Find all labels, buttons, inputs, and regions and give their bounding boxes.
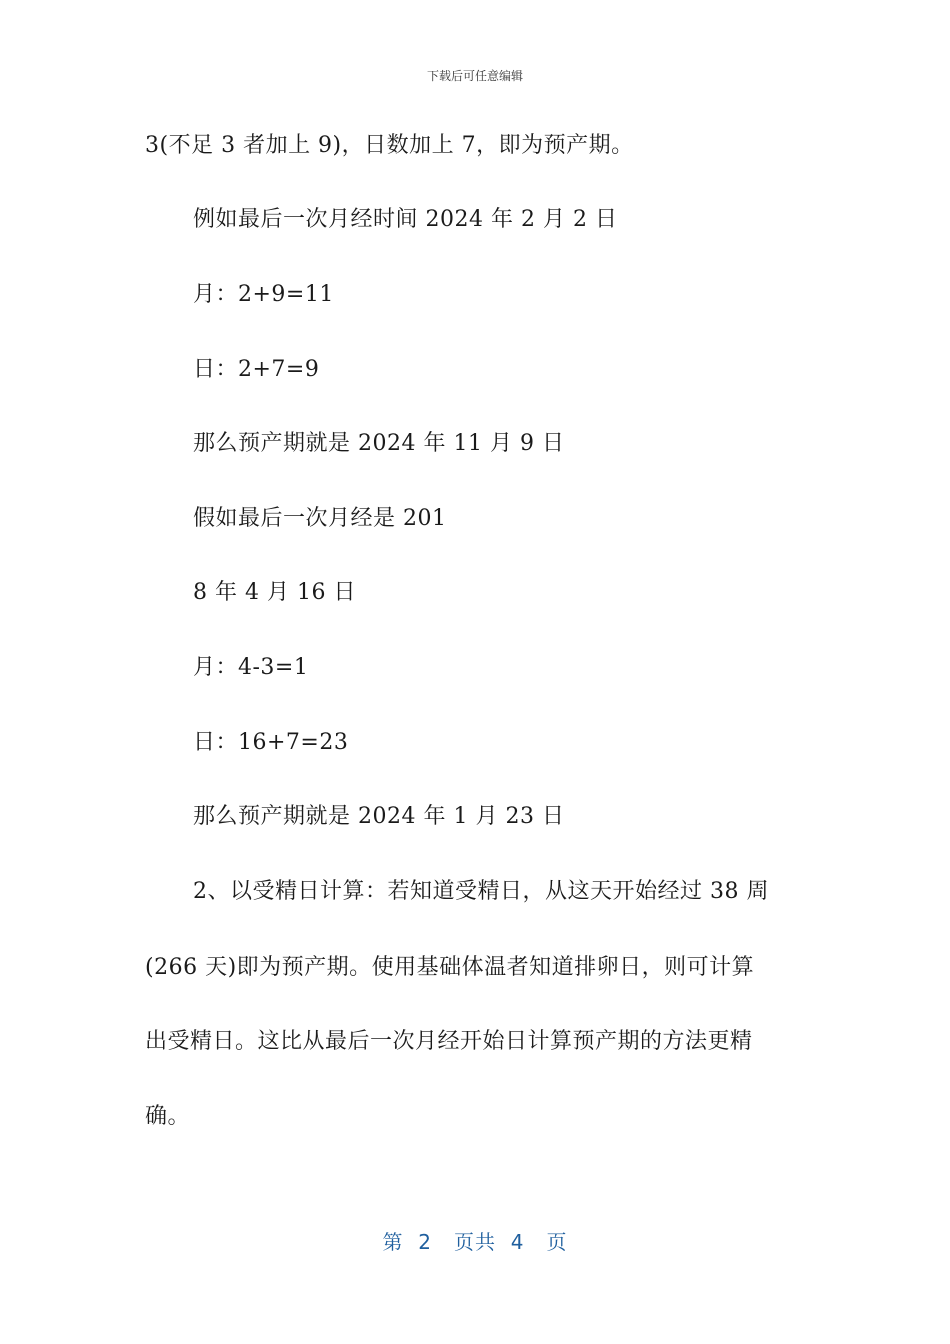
text-line: 月：2+9=11 — [193, 282, 334, 307]
text-line: 日：16+7=23 — [193, 730, 349, 755]
text-line: 2、以受精日计算：若知道受精日，从这天开始经过 38 周 — [193, 879, 769, 904]
text-line: 3(不足 3 者加上 9)，日数加上 7，即为预产期。 — [145, 133, 634, 158]
footer-prefix: 第 — [382, 1230, 404, 1254]
text-line: 例如最后一次月经时间 2024 年 2 月 2 日 — [193, 207, 618, 232]
footer-middle: 页共 — [454, 1230, 496, 1254]
text-line: 假如最后一次月经是 201 — [193, 506, 447, 531]
text-line: 那么预产期就是 2024 年 1 月 23 日 — [193, 804, 565, 829]
text-line: 那么预产期就是 2024 年 11 月 9 日 — [193, 431, 565, 456]
text-line: 日：2+7=9 — [193, 357, 320, 382]
text-line: 出受精日。这比从最后一次月经开始日计算预产期的方法更精 — [145, 1029, 753, 1054]
page-footer — [0, 1226, 950, 1255]
text-line: 8 年 4 月 16 日 — [193, 580, 356, 605]
text-line: 月：4-3=1 — [193, 655, 309, 680]
footer-suffix: 页 — [546, 1230, 568, 1254]
total-pages-number: 4 — [510, 1230, 525, 1254]
text-line: (266 天)即为预产期。使用基础体温者知道排卵日，则可计算 — [145, 955, 755, 980]
current-page-number: 2 — [418, 1230, 432, 1254]
text-line: 确。 — [145, 1104, 191, 1129]
header-note: 下载后可任意编辑 — [426, 69, 523, 83]
